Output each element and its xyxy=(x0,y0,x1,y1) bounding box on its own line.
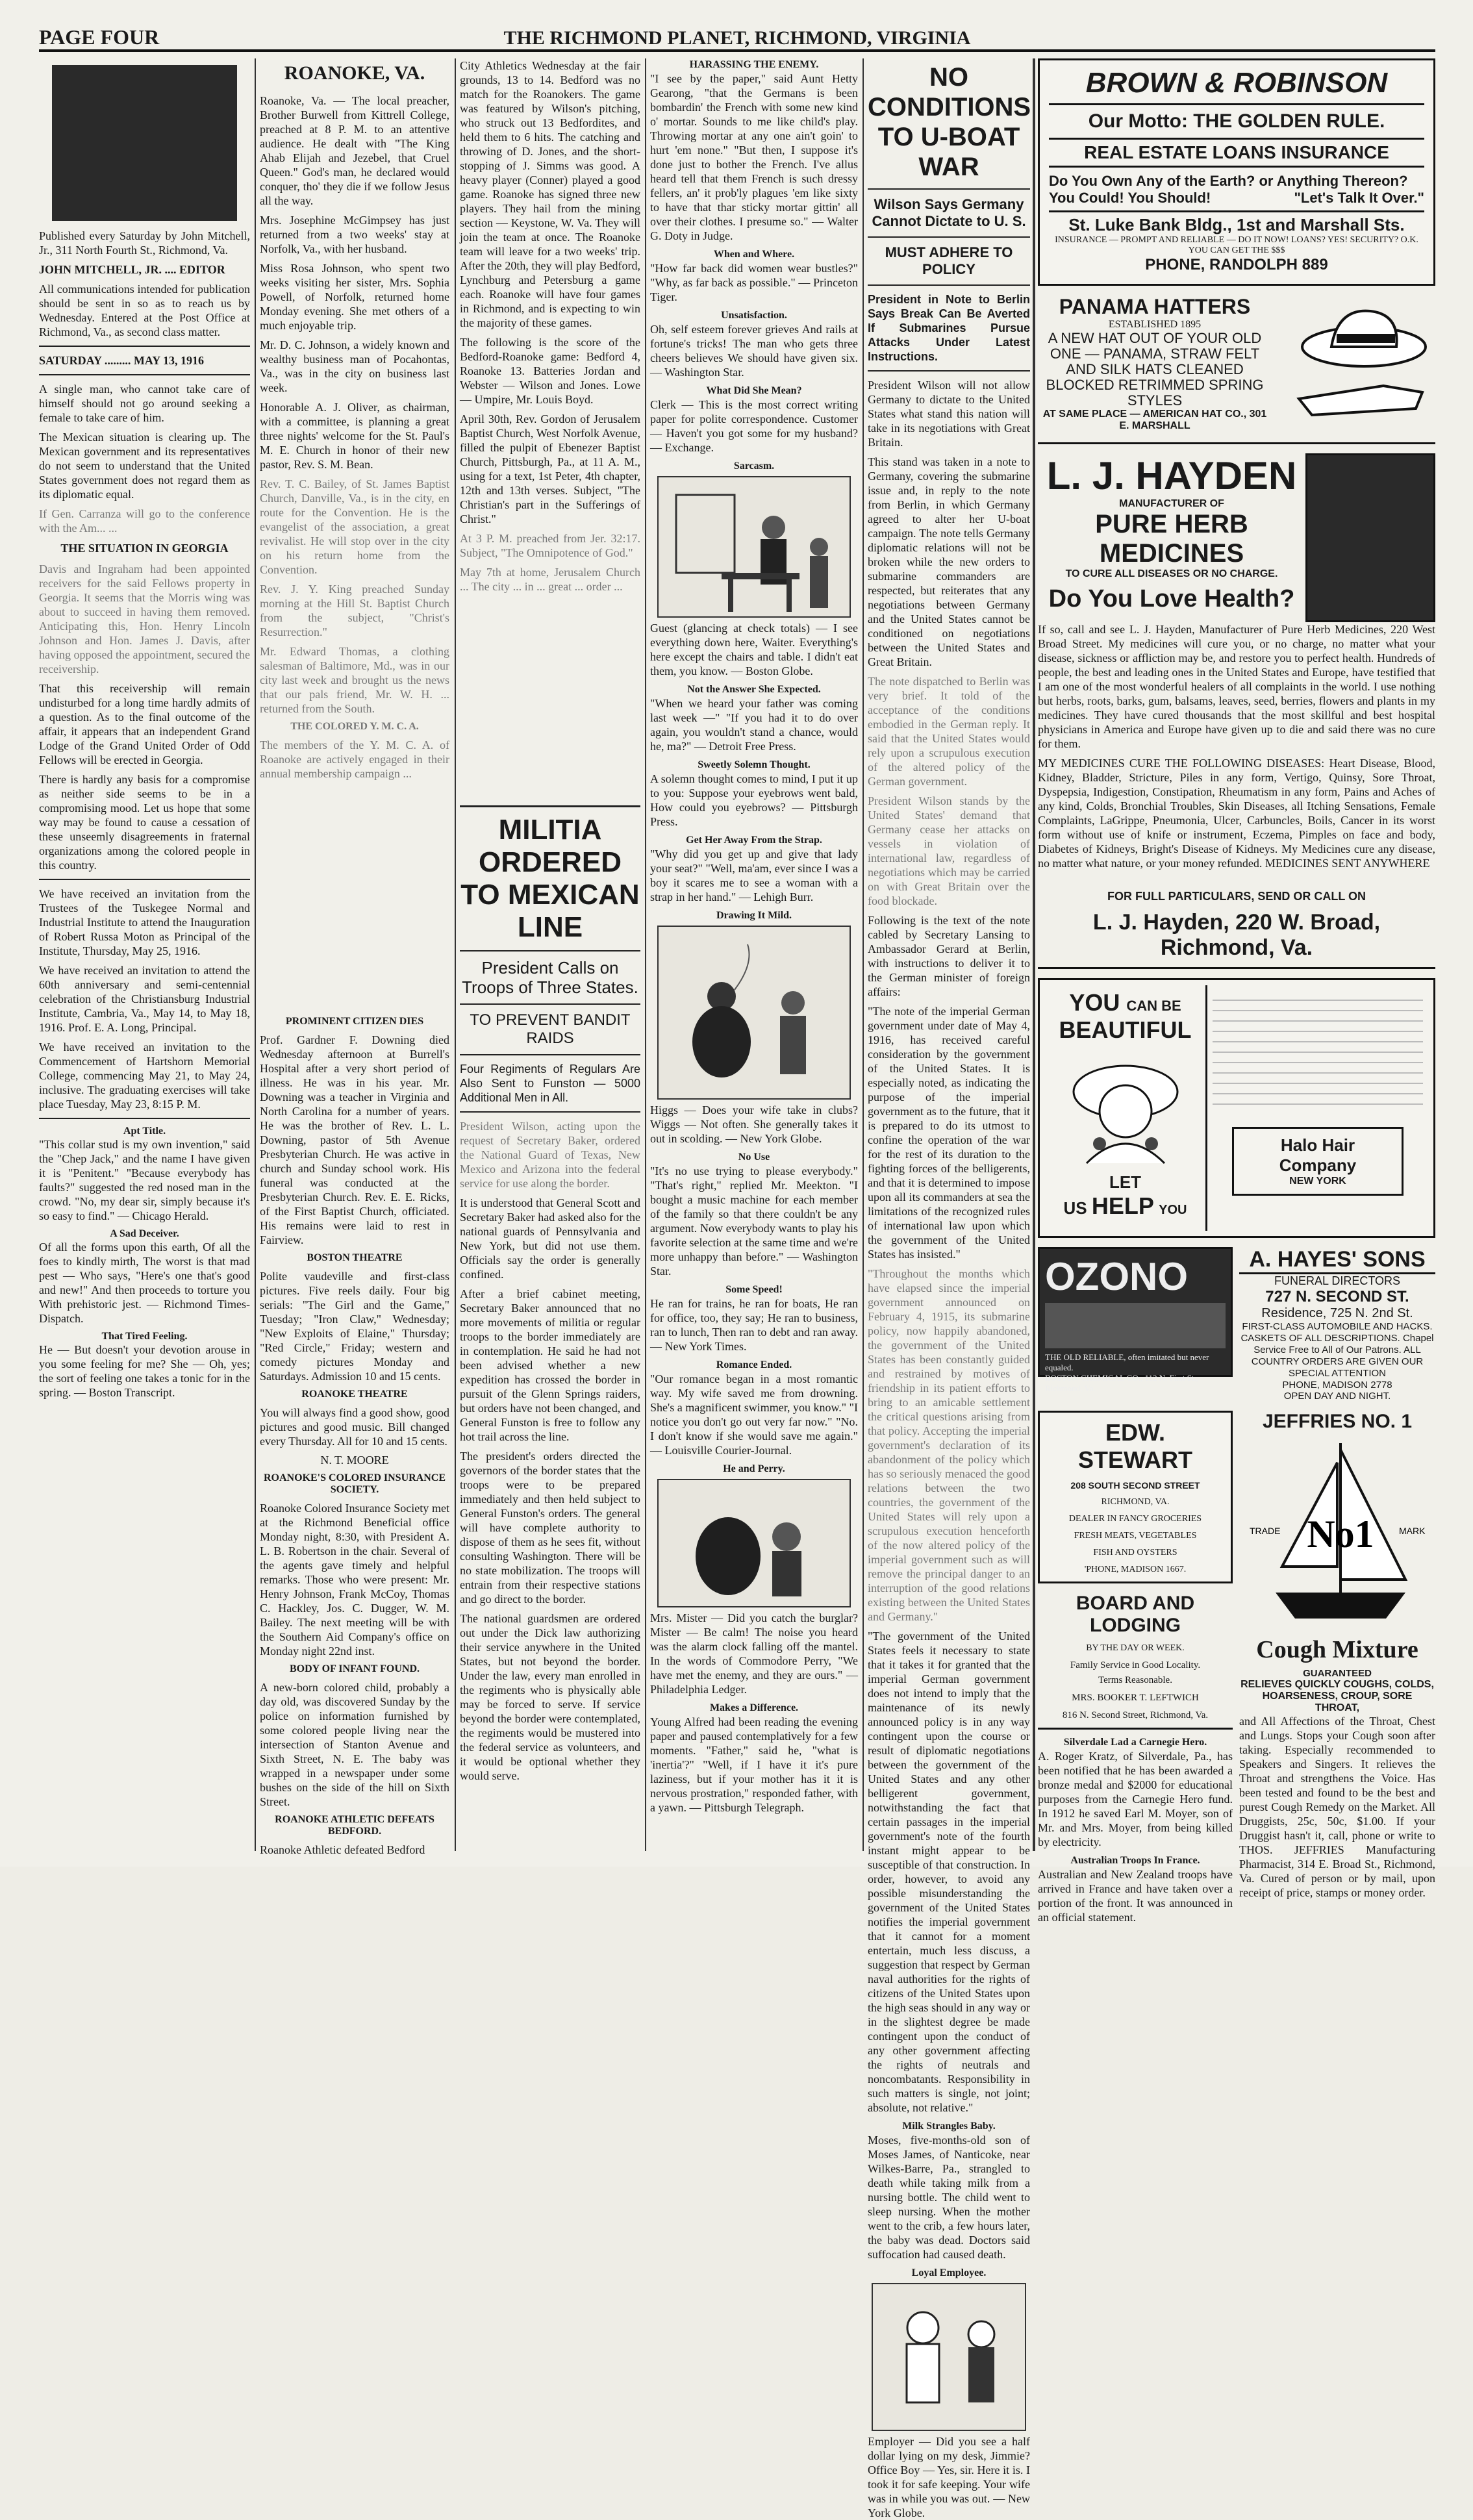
jeffries-number: No1 xyxy=(1307,1513,1374,1556)
section-heading: PROMINENT CITIZEN DIES xyxy=(285,1016,424,1027)
section-heading: ROANOKE'S COLORED INSURANCE SOCIETY. xyxy=(263,1472,446,1495)
jest-title: A Sad Deceiver. xyxy=(110,1228,179,1239)
restaurant-cartoon-illustration xyxy=(657,475,851,618)
ozono-tagline: THE OLD RELIABLE, often imitated but never equaled. xyxy=(1045,1352,1209,1372)
jest-title: What Did She Mean? xyxy=(706,385,802,396)
halo-hair-ad xyxy=(1038,978,1435,1238)
section-heading: ROANOKE THEATRE xyxy=(301,1389,408,1400)
news-paragraph: City Athletics Wednesday at the fair grounds, 13 to 14. Bedford was no match for the Roanokers. The game was featured by Wilson's pitching, who struck out 13 Bedfordites, and held them to 6 hits. The catching and throwing of D. Jones, and the short-stopping of J. Simms was good. A heavy player (Conner) played a good game. Roanoke has signed three new players. They hail from the mining section — Keystone, W. Va. They will join the team at once. The Roanoke team will leave for a two weeks' trip. After the 20th, they will play Bedford, Lynchburg and Petersburg a game each. Roanoke will have four games in Richmond, and is expecting to win the majority of these games. xyxy=(460,59,640,329)
board-service: Family Service in Good Locality. xyxy=(1070,1660,1201,1670)
column-roanoke xyxy=(260,58,449,1856)
brown-robinson-phone: PHONE, RANDOLPH 889 xyxy=(1145,256,1328,273)
column-militia xyxy=(460,58,640,1851)
page-number: PAGE FOUR xyxy=(39,25,160,49)
editorial-paragraph: That this receivership will remain undisturbed for a long time hardly admits of a question. As to the final outcome of the affair, it appears that an independent Grand Lodge of the Grand United Order of Odd Fellows will be erected in Georgia. xyxy=(39,682,250,766)
militia-headline xyxy=(460,814,640,944)
section-heading: THE SITUATION IN GEORGIA xyxy=(60,542,229,555)
militia-paragraph: The president's orders directed the governors of the border states that the troops were to be prepared immediately and then held subject to General Funston's orders. The general will have complete authority to dispose of them as he sees fit, without consulting Washington. There will be no state mobilization. The troops will entrain from their respective stations and go direct to the border. xyxy=(460,1450,640,1606)
stewart-meats: FRESH MEATS, VEGETABLES xyxy=(1074,1531,1197,1541)
stewart-phone: 'PHONE, MADISON 1667. xyxy=(1084,1565,1187,1574)
jest-text: Clerk — This is the most correct writing paper for polite correspondence. Customer — Haven't you got some for my husband? — Exchange. xyxy=(650,398,858,454)
brown-robinson-talk: "Let's Talk It Over." xyxy=(1294,190,1424,206)
headline-line: TO MEXICAN LINE xyxy=(460,879,640,943)
hayes-residence: Residence, 725 N. 2nd St. xyxy=(1261,1306,1413,1320)
beauty-help: HELP xyxy=(1091,1192,1154,1219)
ozono-name: OZONO xyxy=(1045,1255,1188,1298)
ad-row xyxy=(1038,1247,1435,1402)
editorial-paragraph: If Gen. Carranza will go to the conference with the Am... ... xyxy=(39,507,250,535)
board-terms: Terms Reasonable. xyxy=(1098,1675,1172,1685)
ozono-address: BOSTON CHEMICAL CO., 112 N. First St., Richmond, Va. xyxy=(1045,1373,1199,1393)
hayes-title: FUNERAL DIRECTORS xyxy=(1274,1274,1401,1287)
ozono-ad xyxy=(1038,1247,1233,1393)
jeffries-trade: TRADE xyxy=(1250,1526,1281,1536)
board-name: MRS. BOOKER T. LEFTWICH xyxy=(1072,1693,1199,1703)
woman-portrait-icon xyxy=(1061,1046,1190,1170)
stewart-dealer: DEALER IN FANCY GROCERIES xyxy=(1068,1514,1202,1524)
jest-text: "Our romance began in a most romantic way. My wife saved me from drowning. She's a magnificent swimmer, you know." "I notice you don't go out very far now." "No. I don't know if she would save me again." — Louisville Courier-Journal. xyxy=(650,1372,858,1457)
news-paragraph: Roanoke, Va. — The local preacher, Brother Burwell from Kittrell College, preached at 8 P. M. to an attentive audience. He dealt with "The King Ahab Elijah and Jezebel, that Cruel Queen." God's man, he declared would conquer, tho' they die if we follow Jesus all the way. xyxy=(260,94,449,207)
jest-text: "Why did you get up and give that lady your seat?" "Well, ma'am, ever since I was a boy it scares me to see a woman with a strap in her hand." — Lehigh Burr. xyxy=(650,848,858,903)
sailboat-trademark-icon xyxy=(1243,1437,1431,1632)
uboat-paragraph: "Throughout the months which have elapsed since the imperial government announced on February 4, 1915, its submarine policy, now happily abandoned, the government of the United States has been constantly guided and restrained by motives of friendship in its patient efforts to bring to an amicable settlement the critical questions arising from that policy. Accepting the imperial government's declaration of its abandonment of the policy which has so seriously menaced the good relations between the two countries, the government of the United States will rely upon a scrupulous execution henceforth of the now altered policy of the imperial government such as will remove the principal danger to an interruption of the good relations existing between the United States and Germany." xyxy=(868,1267,1030,1623)
jest-text: "It's no use trying to please everybody." "That's right," replied Mr. Meekton. "I bought a music machine for each member of the family so that there couldn't be any argument. Now everybody wants to play his favorite selection at the same time and we're more unhappy than before." — Washington Star. xyxy=(650,1165,858,1278)
jeffries-title: JEFFRIES NO. 1 xyxy=(1262,1411,1413,1432)
jest-title: Some Speed! xyxy=(725,1284,783,1295)
jest-text: Young Alfred had been reading the evening paper and paused contemplatively for a few moments. "Father," said he, "what is 'inertia'?" "Well, if I have it it's pure laziness, but if your mother has it it is nervous prostration," responded father, with a yawn. — Pittsburgh Telegraph. xyxy=(650,1715,858,1814)
brown-robinson-line xyxy=(1049,190,1424,207)
hayden-paragraph: If so, call and see L. J. Hayden, Manufacturer of Pure Herb Medicines, 220 West Broad Street. My medicines will cure you, or no charge, no matter what your disease, sickness or affliction may be, and restore you to perfect health. Hundreds of people, the best and leading ones in the United States and Europe, have testified that I am one of the most wonderful healers of all complaints in the world. I use nothing but herbs, roots, barks, gum, balsams, leaves, seed, berries, flowers and plants in my medicines. They have cured thousands that the most skillful and best hospital physicians in America and Europe have given up to die and said there was no cure for them. xyxy=(1038,623,1435,750)
stewart-ad xyxy=(1038,1411,1233,1583)
jest-title: Drawing It Mild. xyxy=(716,910,792,921)
news-paragraph: Miss Rosa Johnson, who spent two weeks visiting her sister, Mrs. Sophia Powell, of Norfolk, returned home Monday evening. She met others of a much enjoyable trip. xyxy=(260,262,449,332)
uboat-headline xyxy=(868,62,1030,182)
editorial-paragraph: Davis and Ingraham had been appointed receivers for the said Fellows property in Georgia. It seems that the Morris wing was about to succeed in having them removed. Anticipating this, Hon. Henry Lincoln Johnson and Hon. James J. Davis, after having opposed the appointment, secured the receivership. xyxy=(39,562,250,675)
jest-title: Not the Answer She Expected. xyxy=(687,684,821,695)
cough-title: Cough Mixture xyxy=(1256,1636,1418,1663)
jest-title: HARASSING THE ENEMY. xyxy=(689,59,819,70)
militia-paragraph: President Wilson, acting upon the request of Secretary Baker, ordered the National Guard of Texas, New Mexico and Arizona into the federal service for use along the border. xyxy=(460,1120,640,1190)
news-paragraph: Roanoke Colored Insurance Society met at the Richmond Beneficial office Monday night, 8:30, with President A. L. B. Robertson in the chair. Several of the agents gave timely and helpful remarks. Those who were present: Mr. Henry Johnson, Frank McCoy, Thomas C. Hackley, Jos. C. Dugger, W. M. Bailey. The next meeting will be with the Southern Aid Company's office on Monday night 22nd inst. xyxy=(260,1502,449,1657)
brown-robinson-could: You Could! You Should! xyxy=(1049,190,1211,206)
hayes-text: FIRST-CLASS AUTOMOBILE AND HACKS. CASKETS OF ALL DESCRIPTIONS. Chapel Service Free to All of Our Patrons. ALL COUNTRY ORDERS ARE GIVEN OUR SPECIAL ATTENTION xyxy=(1240,1321,1434,1379)
ozono-product-image xyxy=(1045,1303,1226,1348)
left-ads xyxy=(1038,1411,1233,1930)
uboat-deck: President in Note to Berlin Says Break Can Be Averted If Submarines Pursue Attacks Under Latest Instructions. xyxy=(868,293,1030,363)
news-paragraph: The members of the Y. M. C. A. of Roanoke are actively engaged in their annual membership campaign ... xyxy=(260,738,449,780)
jest-title: That Tired Feeling. xyxy=(101,1331,188,1342)
uboat-paragraph: President Wilson will not allow Germany to dictate to the United States what stand this nation will take in its negotiations with Great Britain. xyxy=(868,379,1030,449)
hayes-address: 727 N. SECOND ST. xyxy=(1265,1288,1409,1305)
cartoon-caption: Employer — Did you see a half dollar lying on my desk, Jimmie? Office Boy — Yes, sir. Here it is. I took it for safe keeping. Your wife was in while you was out. — New York Globe. xyxy=(868,2435,1030,2519)
editor-line: JOHN MITCHELL, JR. .... EDITOR xyxy=(39,263,225,276)
news-paragraph: A new-born colored child, probably a day old, was discovered Sunday by the police on information furnished by some colored people living near the intersection of Stanton Avenue and Sixth Street, N. E. The baby was wrapped in a newspaper under some bushes on the side of the hill on Sixth Street. xyxy=(260,1681,449,1808)
beauty-can: CAN BE xyxy=(1126,998,1181,1014)
section-heading: BOSTON THEATRE xyxy=(307,1252,403,1263)
news-paragraph: Rev. T. C. Bailey, of St. James Baptist Church, Danville, Va., is in the city, en route for the Convention. He is the evangelist of the association, a great revivalist. He will stop over in the city on his return home from the Convention. xyxy=(260,477,449,576)
panama-established: ESTABLISHED 1895 xyxy=(1108,319,1202,330)
uboat-paragraph: President Wilson stands by the United States' demand that Germany cease her attacks on vessels in violation of international law, regardless of negotiations which may be carried on with Great Britain over the food blockade. xyxy=(868,794,1030,907)
uboat-paragraph: The note dispatched to Berlin was very brief. It told of the acceptance of the conditions embodied in the German reply. It said that the United States would rely upon a scrupulous execution of the altered policy of the German government. xyxy=(868,675,1030,788)
uboat-subhead-2: MUST ADHERE TO POLICY xyxy=(885,244,1013,277)
militia-subhead-2: TO PREVENT BANDIT RAIDS xyxy=(470,1011,631,1047)
jest-title: No Use xyxy=(738,1152,770,1163)
smokers-cartoon-illustration xyxy=(657,925,851,1100)
jeffries-mark: MARK xyxy=(1399,1526,1426,1536)
jest-title: Unsatisfaction. xyxy=(721,310,787,321)
beauty-you: YOU xyxy=(1069,989,1120,1016)
jeffries-ad xyxy=(1239,1411,1435,1930)
news-paragraph: A. Roger Kratz, of Silverdale, Pa., has been notified that he has been awarded a bronze medal and $2000 for educational purposes from the Carnegie Hero fund. In 1912 he saved Earl M. Moyer, son of Mr. and Mrs. Moyer, from being killed by electricity. xyxy=(1038,1750,1233,1848)
burglar-cartoon-illustration xyxy=(657,1478,851,1608)
roanoke-heading: ROANOKE, VA. xyxy=(284,62,425,84)
jest-title: Silverdale Lad a Carnegie Hero. xyxy=(1063,1737,1207,1748)
hayden-product: PURE HERB MEDICINES xyxy=(1095,510,1248,568)
cough-guaranteed: GUARANTEED xyxy=(1303,1668,1372,1679)
column-advertisements xyxy=(1038,58,1435,1924)
board-by: BY THE DAY OR WEEK. xyxy=(1086,1643,1185,1653)
news-paragraph: Mr. Edward Thomas, a clothing salesman of Baltimore, Md., was in our city last week and brought us the news that our pals friend, Mr. W. H. ... returned from the South. xyxy=(260,645,449,715)
panama-hatters-ad xyxy=(1038,295,1435,444)
stewart-city: RICHMOND, VA. xyxy=(1101,1497,1170,1507)
postal-notice: All communications intended for publication should be sent in so as to reach us by Wednesday. Entered at the Post Office at Richmond, Va., as second class matter. xyxy=(39,283,250,338)
headline-line: MILITIA ORDERED xyxy=(478,814,622,878)
invitation-paragraph: We have received an invitation to attend the 60th anniversary and semi-centennial celebration of the Christiansburg Industrial Institute, Cambria, Va., May 14, to May 18, 1916. Prof. E. A. Long, Principal. xyxy=(39,964,250,1034)
column-editorial xyxy=(39,58,250,1851)
section-heading: ROANOKE ATHLETIC DEFEATS BEDFORD. xyxy=(275,1814,434,1837)
newspaper-title: THE RICHMOND PLANET, RICHMOND, VIRGINIA xyxy=(503,27,971,49)
ad-row-2 xyxy=(1038,1411,1435,1930)
beauty-beautiful: BEAUTIFUL xyxy=(1059,1016,1192,1043)
halo-fine-print xyxy=(1213,990,1423,1114)
beauty-let: LET xyxy=(1109,1172,1142,1192)
uboat-subhead: Wilson Says Germany Cannot Dictate to U. S. xyxy=(872,196,1026,229)
news-paragraph: Mr. D. C. Johnson, a widely known and wealthy business man of Pocahontas, Va., was in the city on business last week. xyxy=(260,338,449,394)
hayes-hours: OPEN DAY AND NIGHT. xyxy=(1283,1391,1391,1402)
jest-text: He — But doesn't your devotion arouse in you some feeling for me? She — Oh, yes; the sort of feeling one takes a tonic for in the spring. — Boston Transcript. xyxy=(39,1343,250,1399)
jest-title: Australian Troops In France. xyxy=(1070,1855,1200,1866)
hayden-cure: TO CURE ALL DISEASES OR NO CHARGE. xyxy=(1065,568,1278,579)
jest-text: He ran for trains, he ran for boats, He ran for office, too, they say; He ran to business, ran to lunch, Then ran to debt and ran away. — New York Times. xyxy=(650,1297,858,1353)
board-title: BOARD AND LODGING xyxy=(1076,1593,1195,1636)
stewart-address: 208 SOUTH SECOND STREET xyxy=(1070,1480,1200,1491)
news-paragraph: The following is the score of the Bedford-Roanoke game: Bedford 4, Roanoke 13. Batteries Jordan and Webster — Wilson and Jones. Lowe — Umpire, Mr. Louis Boyd. xyxy=(460,336,640,406)
uboat-paragraph: Following is the text of the note cabled by Secretary Lansing to Ambassador Gerard at Berlin, with instructions to deliver it to the German minister of foreign affairs: xyxy=(868,914,1030,998)
jest-text: "How far back did women wear bustles?" "Why, as far back as possible." — Princeton Tiger. xyxy=(650,262,858,303)
hayden-paragraph: MY MEDICINES CURE THE FOLLOWING DISEASES: Heart Disease, Blood, Kidney, Bladder, Stricture, Piles in any form, Vertigo, Quinsy, Sore Throat, Dyspepsia, Indigestion, Constipation, Rheumatism in any form, Pains and Aches of any kind, Colds, Bronchial Troubles, Skin Diseases, all Itching Sensations, Female Complaints, LaGrippe, Pneumonia, Ulcer, Carbuncles, Boils, Cancer in its worst form without use of knife or instrument, Eczema, Pimples on face and body, Diabetes of Kidneys, Bright's Disease of Kidneys. My Medicines cure any disease, no matter what nature, or your money refunded. MEDICINES SENT ANYWHERE xyxy=(1038,757,1435,870)
brown-robinson-services: REAL ESTATE LOANS INSURANCE xyxy=(1049,138,1424,168)
board-address: 816 N. Second Street, Richmond, Va. xyxy=(1062,1710,1209,1720)
jest-title: Makes a Difference. xyxy=(709,1702,799,1713)
news-paragraph: Australian and New Zealand troops have arrived in France and have taken over a portion of the front. It was announced in an official statement. xyxy=(1038,1868,1233,1924)
cough-relieves: RELIEVES QUICKLY COUGHS, COLDS, HOARSENESS, CROUP, SORE THROAT, xyxy=(1240,1679,1434,1713)
uboat-paragraph: This stand was taken in a note to Germany, covering the submarine issue and, in reply to the note from Berlin, in which Germany agreed to alter her U-boat campaign. The note tells Germany diplomatic relations will not be broken while the new orders to submarine commanders are respected, but reiterates that any negotiations between Germany and the United States cannot be conditioned on negotiations between the United States and Great Britain. xyxy=(868,455,1030,668)
beauty-us: US xyxy=(1063,1198,1087,1218)
hayden-manufacturer: MANUFACTURER OF xyxy=(1119,498,1224,509)
column-rule xyxy=(455,58,456,1851)
editorial-paragraph: There is hardly any basis for a compromise as neither side seems to be in a compromising mood. Let us hope that some way may be found to cause a cessation of these unseemly disagreements in fraternal organizations among the colored people in this country. xyxy=(39,773,250,872)
news-paragraph: Polite vaudeville and first-class pictures. Five reels daily. Four big serials: "The Girl and the Game," Tuesday; "Iron Claw," Wednesday; "New Exploits of Elaine," Thursday; "Red Circle," Friday; western and comedy pictures Monday and Saturdays. Admission 10 and 15 cents. xyxy=(260,1270,449,1383)
office-boy-cartoon-illustration xyxy=(871,2282,1027,2432)
hayden-name: L. J. HAYDEN xyxy=(1046,454,1297,498)
jest-title: Sweetly Solemn Thought. xyxy=(698,759,811,770)
jest-title: Loyal Employee. xyxy=(911,2267,987,2278)
news-paragraph: You will always find a good show, good pictures and good music. Bill changed every Thursday. All for 10 and 15 cents. xyxy=(260,1406,449,1448)
uboat-paragraph: "The government of the United States feels it necessary to state that it takes it for granted that the imperial German government does not intend to imply that the maintenance of its newly announced policy is in any way contingent upon the course or result of diplomatic negotiations between the government of the United States and any other belligerent government, notwithstanding the fact that certain passages in the imperial government's note of the fourth instant might appear to be susceptible of that construction. In order, however, to avoid any possible misunderstanding the government of the United States notifies the imperial government that it cannot for a moment entertain, much less discuss, a suggestion that respect by German naval authorities for the rights of citizens of the United States upon the high seas should in any way or in the slightest degree be made contingent upon the conduct of any other government affecting the rights of neutrals and noncombatants. Responsibility in such matters is single, not joint; absolute, not relative." xyxy=(868,1630,1030,2114)
panama-text: A NEW HAT OUT OF YOUR OLD ONE — PANAMA, STRAW FELT AND SILK HATS CLEANED BLOCKED RETRIMMED SPRING STYLES xyxy=(1046,330,1264,409)
news-paragraph: Moses, five-months-old son of Moses James, of Nanticoke, near Wilkes-Barre, Pa., strangled to death while taking milk from a nursing bottle. The child went to sleep nursing. When the mother went to the crib, a few hours later, the baby was dead. Doctors said suffocation had caused death. xyxy=(868,2134,1030,2261)
jest-text: Oh, self esteem forever grieves And rails at fortune's tricks! The man who gets three cheers believes We should have given six. — Washington Star. xyxy=(650,323,858,379)
jest-text: "This collar stud is my own invention," said the "Chep Jack," and the name I have given it is "Penitent." "Because everybody has faults?" suggested the red nosed man in the crowd. "No, my dear sir, simply because it's so easy to find." — Chicago Herald. xyxy=(39,1138,250,1222)
dateline: SATURDAY ......... MAY 13, 1916 xyxy=(39,354,205,367)
masthead-cut-image xyxy=(52,65,237,221)
signature: N. T. MOORE xyxy=(320,1454,389,1467)
brown-robinson-insurance: INSURANCE — PROMPT AND RELIABLE — DO IT NOW! LOANS? YES! SECURITY? O.K. YOU CAN GET THE $$$ xyxy=(1055,235,1418,255)
cartoon-caption: Guest (glancing at check totals) — I see everything down here, Waiter. Everything's here except the chairs and table. I didn't eat them, you know. — Boston Globe. xyxy=(650,622,858,677)
section-heading: THE COLORED Y. M. C. A. xyxy=(290,721,419,732)
cartoon-caption: Mrs. Mister — Did you catch the burglar? Mister — Be calm! The noise you heard was the alarm clock falling off the mantel. In the words of Commodore Perry, "We have met the enemy, and they are ours." — Philadelphia Ledger. xyxy=(650,1611,858,1696)
column-rule xyxy=(255,58,256,1851)
brown-robinson-address: St. Luke Bank Bldg., 1st and Marshall Sts. xyxy=(1049,210,1424,235)
news-paragraph: Honorable A. J. Oliver, as chairman, with a committee, is planning a great three nights' welcome for the St. Paul's M. E. Church in honor of their new pastor, Rev. S. M. Bean. xyxy=(260,401,449,471)
stewart-name: EDW. STEWART xyxy=(1078,1419,1192,1473)
brown-robinson-name: BROWN & ROBINSON xyxy=(1049,67,1424,105)
panama-address: AT SAME PLACE — AMERICAN HAT CO., 301 E. MARSHALL xyxy=(1042,409,1267,431)
jest-title: Romance Ended. xyxy=(716,1359,792,1370)
news-paragraph: May 7th at home, Jerusalem Church ... The city ... in ... great ... order ... xyxy=(460,566,640,593)
hayden-call: FOR FULL PARTICULARS, SEND OR CALL ON xyxy=(1107,890,1366,903)
board-ad xyxy=(1038,1593,1233,1730)
militia-paragraph: After a brief cabinet meeting, Secretary Baker announced that no more movements of militia or regular troops to the border immediately are in contemplation. He said he had not been advised whether a new expedition has crossed the border in pursuit of the Glenn Springs raiders, but orders have not been changed, and General Funston is free to follow any hot trail across the line. xyxy=(460,1287,640,1443)
hat-hand-icon xyxy=(1286,301,1429,425)
cough-text: and All Affections of the Throat, Chest and Lungs. Stops your Cough soon after taking. Especially recommended to Speakers and Singers. It relieves the Throat and strengthens the Voice. Has been tested and found to be the best and purest Cough Remedy on the Market. All Druggists, 25c, 50c, $1.00. If your Druggist hasn't it, call, phone or write to THOS. JEFFRIES Manufacturing Pharmacist, 314 E. Broad St., Richmond, Va. Cured of person or by mail, upon receipt of price, stamps or money order. xyxy=(1239,1715,1435,1899)
jest-text: A solemn thought comes to mind, I put it up to you: Suppose your eyebrows went bald, How could you eyebrows? — Pittsburgh Press. xyxy=(650,772,858,828)
stewart-fish: FISH AND OYSTERS xyxy=(1093,1548,1177,1557)
editorial-paragraph: The Mexican situation is clearing up. The Mexican government and its representatives do not seem to understand that the United States government does not regard them as its diplomatic equal. xyxy=(39,431,250,501)
masthead xyxy=(39,26,1435,52)
militia-paragraph: The national guardsmen are ordered out under the Dick law authorizing their service anywhere in the United States, but not beyond the border. Under the law, every man enrolled in the regiments who is physically able may be forced to serve. If service beyond the border were contemplated, the regiments would be mustered into the federal service as volunteers, and it would be optional whether they would serve. xyxy=(460,1612,640,1782)
beauty-you2: YOU xyxy=(1159,1203,1187,1217)
jest-title: Milk Strangles Baby. xyxy=(902,2121,996,2132)
news-paragraph: Mrs. Josephine McGimpsey has just returned from a two weeks' stay at Norfolk, Va., with her husband. xyxy=(260,214,449,255)
brown-robinson-motto: Our Motto: THE GOLDEN RULE. xyxy=(1088,110,1385,132)
brown-robinson-ad xyxy=(1038,58,1435,286)
militia-deck: Four Regiments of Regulars Are Also Sent to Funston — 5000 Additional Men in All. xyxy=(460,1063,640,1104)
invitation-paragraph: We have received an invitation from the Trustees of the Tuskegee Normal and Industrial Institute to attend the Inauguration of Robert Russa Moton as Principal of the Institute, Thursday, May 25, 1916. xyxy=(39,887,250,957)
column-uboat xyxy=(868,58,1031,2519)
cartoon-caption: Higgs — Does your wife take in clubs? Wiggs — Not often. She generally takes it out in scolding. — New York Globe. xyxy=(650,1103,858,1145)
halo-name: Halo Hair Company xyxy=(1279,1135,1357,1175)
hayes-phone: PHONE, MADISON 2778 xyxy=(1282,1380,1392,1391)
editorial-paragraph: A single man, who cannot take care of himself should not go around seeking a female to take care of him. xyxy=(39,383,250,424)
panama-title: PANAMA HATTERS xyxy=(1059,295,1251,318)
halo-address: NEW YORK xyxy=(1289,1176,1346,1187)
militia-paragraph: It is understood that General Scott and Secretary Baker had asked also for the national guards of Pennsylvania and New York, but did not use them. Officials say the order is generally confined. xyxy=(460,1196,640,1281)
news-paragraph: Roanoke Athletic defeated Bedford xyxy=(260,1843,425,1856)
jest-text: Of all the forms upon this earth, Of all the foes to kindly mirth, The worst is that mad pest — Who says, "Here's one that's good and new!" And then proceeds to torture you With prehistoric jest. — Richmond Times-Dispatch. xyxy=(39,1241,250,1325)
hayden-address: L. J. Hayden, 220 W. Broad, Richmond, Va. xyxy=(1092,910,1381,960)
column-rule xyxy=(1033,58,1035,1851)
jest-text: "When we heard your father was coming last week —" "If you had it to do over again, you wouldn't stand a chance, would he, ma?" — Detroit Free Press. xyxy=(650,697,858,753)
headline-line: TO U-BOAT WAR xyxy=(877,123,1020,181)
headline-line: NO CONDITIONS xyxy=(868,63,1031,121)
section-heading: BODY OF INFANT FOUND. xyxy=(290,1663,420,1674)
jest-title: Apt Title. xyxy=(123,1126,166,1137)
jest-text: "I see by the paper," said Aunt Hetty Gearong, "that the Germans is been bombardin' the French with some new kind o' mortar. Sounds to me like child's play. Throwing mortar at any one ain't goin' to hurt 'em none." "But then, I suppose it's done just to bother the French. I've allus heard tell that them French is such dressy fellers, an' it prob'ly plagues 'em like sixty to have that thar sticky mortar gittin' all over their clothes. I presume so." — Walter G. Doty in Judge. xyxy=(650,72,858,242)
brown-robinson-question: Do You Own Any of the Earth? or Anything Thereon? xyxy=(1049,173,1408,189)
column-rule xyxy=(862,58,864,1851)
jest-title: He and Perry. xyxy=(723,1463,785,1474)
news-paragraph: April 30th, Rev. Gordon of Jerusalem Baptist Church, West Norfolk Avenue, filled the pulpit of Ebenezer Baptist Church, Pittsburgh, Pa., at 11 A. M., using for a text, 1st Peter, 4th chapter, 12th and 13th verses. Subject, "The Christian's part in the Sufferings of Christ." xyxy=(460,412,640,525)
hayden-portrait-image xyxy=(1305,453,1435,622)
news-paragraph: Prof. Gardner F. Downing died Wednesday afternoon at Burrell's Hospital after a very short period of illness. He was in his year. Mr. Downing was a teacher in Virginia and North Carolina for a number of years. He was the brother of Rev. L. L. Downing, pastor of 5th Avenue Presbyterian Church. He was active in church and Sunday school work. His funeral was conducted at the Presbyterian Church. Rev. E. E. Ricks, of the First Baptist Church, officiated. His remains were laid to rest in Fairview. xyxy=(260,1033,449,1246)
militia-subhead: President Calls on Troops of Three States. xyxy=(462,958,638,997)
invitation-paragraph: We have received an invitation to the Commencement of Hartshorn Memorial College, commencing May 21, to May 24, inclusive. The graduating exercises will take place Tuesday, May 23, 8:15 P. M. xyxy=(39,1040,250,1111)
hayden-ad xyxy=(1038,453,1435,969)
hayes-name: A. HAYES' SONS xyxy=(1239,1247,1435,1274)
column-humor xyxy=(650,58,858,1851)
column-rule xyxy=(645,58,646,1851)
jest-title: When and Where. xyxy=(713,249,795,260)
news-paragraph: Rev. J. Y. King preached Sunday morning at the Hill St. Baptist Church from the subject, "Christ's Resurrection." xyxy=(260,583,449,638)
hayes-ad xyxy=(1239,1247,1435,1402)
jest-title: Sarcasm. xyxy=(733,460,775,472)
hayden-question: Do You Love Health? xyxy=(1048,585,1295,612)
publisher-note: Published every Saturday by John Mitchell, Jr., 311 North Fourth St., Richmond, Va. xyxy=(39,229,250,257)
jest-title: Get Her Away From the Strap. xyxy=(686,835,822,846)
news-paragraph: At 3 P. M. preached from Jer. 32:17. Subject, "The Omnipotence of God." xyxy=(460,532,640,559)
uboat-paragraph: "The note of the imperial German government under date of May 4, 1916, has received careful consideration by the government of the United States. It is especially noted, as indicating the purpose of the imperial government as to the future, that it is prepared to do its utmost to confine the operation of the war for the rest of its duration to the fighting forces of the belligerents, and that it is determined to impose upon all its commanders at sea the limitations of the recognized rules of international law upon which the government of the United States has insisted." xyxy=(868,1005,1030,1261)
